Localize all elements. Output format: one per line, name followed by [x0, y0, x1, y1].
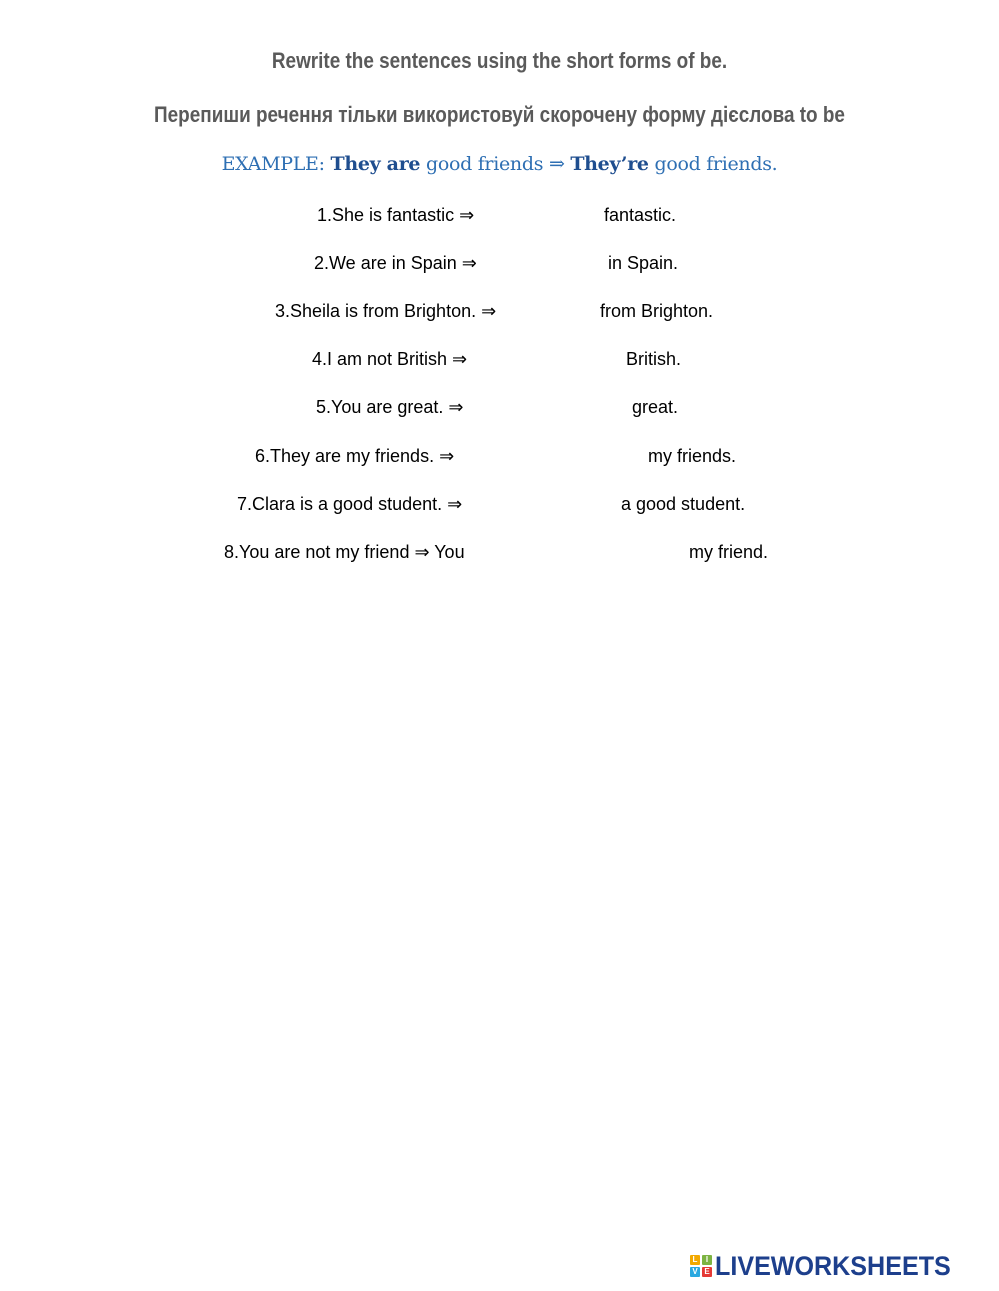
instruction-english: Rewrite the sentences using the short forms of be. — [271, 48, 728, 73]
exercise-2-prompt: 2.We are in Spain ⇒ — [314, 253, 477, 273]
example-label: EXAMPLE: — [221, 153, 325, 175]
exercise-1-prompt: 1.She is fantastic ⇒ — [317, 205, 475, 225]
exercise-8-prompt: 8.You are not my friend ⇒ You — [224, 542, 465, 562]
logo-tile-l: L — [690, 1255, 700, 1265]
exercise-5-ending: great. — [632, 397, 679, 417]
exercise-3-prompt: 3.Sheila is from Brighton. ⇒ — [275, 301, 497, 321]
exercise-7-ending: a good student. — [621, 494, 746, 514]
logo-tiles — [690, 1255, 712, 1277]
exercise-2-ending: in Spain. — [608, 253, 679, 273]
example-full-rest: good friends — [425, 153, 544, 175]
example-short-bold: They’re — [570, 153, 649, 175]
logo-tile-v: V — [690, 1267, 700, 1277]
liveworksheets-logo — [690, 1250, 969, 1282]
exercise-5-prompt: 5.You are great. ⇒ — [316, 397, 464, 417]
exercise-8-ending: my friend. — [689, 542, 769, 562]
logo-text: LIVEWORKSHEETS — [715, 1250, 951, 1281]
exercise-4-prompt: 4.I am not British ⇒ — [312, 349, 468, 369]
example-arrow: ⇒ — [548, 153, 565, 175]
exercise-3-ending: from Brighton. — [600, 301, 714, 321]
example-short-rest: good friends. — [654, 153, 778, 175]
instruction-ukrainian: Перепиши речення тільки використовуй скорочену форму дієслова to be — [154, 102, 845, 127]
example-sentence — [0, 153, 999, 175]
example-full-bold: They are — [330, 153, 421, 175]
exercise-6-prompt: 6.They are my friends. ⇒ — [255, 446, 455, 466]
exercise-6-ending: my friends. — [648, 446, 737, 466]
logo-tile-i: I — [702, 1255, 712, 1265]
exercise-1-ending: fantastic. — [604, 205, 677, 225]
exercise-7-prompt: 7.Clara is a good student. ⇒ — [237, 494, 463, 514]
exercise-4-ending: British. — [626, 349, 682, 369]
logo-tile-e: E — [702, 1267, 712, 1277]
